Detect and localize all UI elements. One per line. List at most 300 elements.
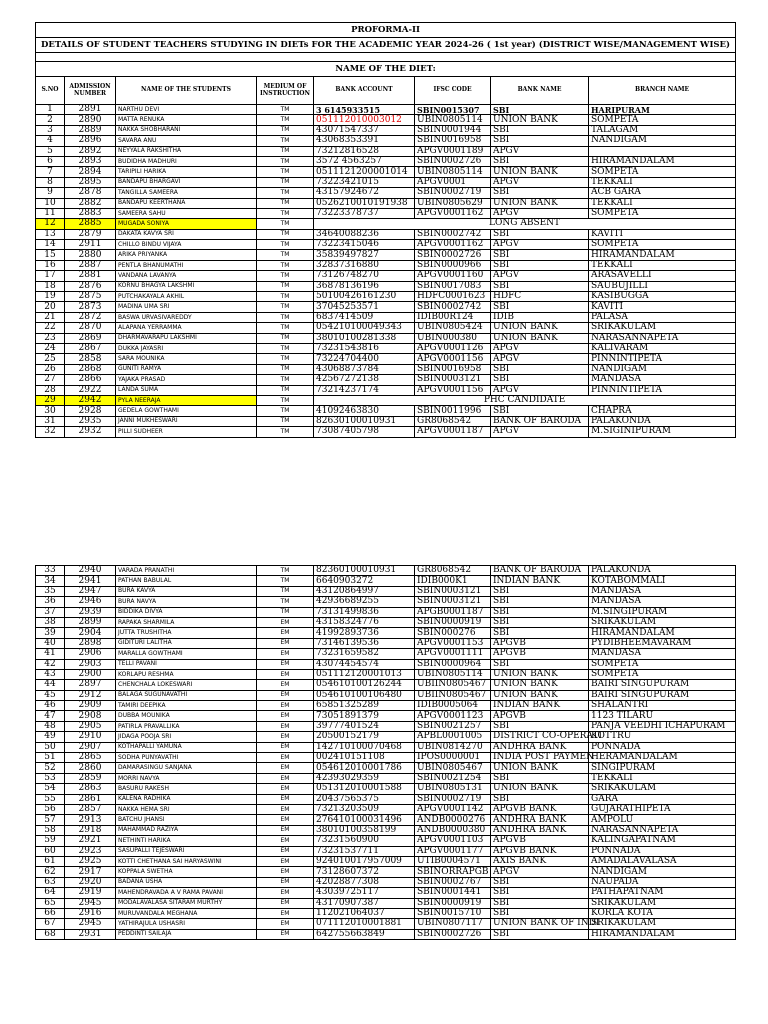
cell-bank: SBI: [491, 617, 589, 627]
cell-account: 43158324776: [314, 617, 415, 627]
cell-branch: NANDIGAM: [589, 364, 736, 374]
cell-sno: 29: [36, 395, 65, 405]
cell-bank: SBI: [491, 364, 589, 374]
table-row: [36, 784, 736, 794]
cell-sno: 52: [36, 763, 65, 773]
cell-admission: 2922: [65, 385, 116, 395]
cell-medium: EM: [257, 773, 314, 783]
cell-admission: 2857: [65, 804, 116, 814]
cell-sno: 22: [36, 323, 65, 333]
cell-ifsc: SBIN0015710: [415, 908, 491, 918]
cell-account: 73223415046: [314, 240, 415, 250]
cell-ifsc: APGV0001162: [415, 240, 491, 250]
cell-admission: 2891: [65, 105, 116, 115]
cell-student-name: KALENA RADHIKA: [116, 794, 257, 804]
table-row: [36, 115, 736, 125]
cell-branch: NANDIGAM: [589, 136, 736, 146]
cell-medium: TM: [257, 229, 314, 239]
cell-medium: TM: [257, 566, 314, 576]
cell-bank: APGV: [491, 343, 589, 353]
cell-medium: EM: [257, 929, 314, 939]
cell-student-name: KORNU BHAGYA LAKSHMI: [116, 281, 257, 291]
table-row: [36, 690, 736, 700]
cell-account: 73224704400: [314, 354, 415, 364]
cell-branch: CHAPRA: [589, 406, 736, 416]
cell-bank: SBI: [491, 721, 589, 731]
cell-branch: PALAKONDA: [589, 566, 736, 576]
cell-ifsc: APGV0001160: [415, 271, 491, 281]
cell-medium: TM: [257, 364, 314, 374]
cell-sno: 1: [36, 105, 65, 115]
cell-bank: APGV: [491, 427, 589, 437]
cell-admission: 2898: [65, 638, 116, 648]
cell-student-name: BIDDIKA DIVYA: [116, 607, 257, 617]
cell-sno: 32: [36, 427, 65, 437]
cell-medium: TM: [257, 136, 314, 146]
cell-ifsc: UBIN0805131: [415, 784, 491, 794]
cell-admission: 2921: [65, 836, 116, 846]
col-bank: BANK NAME: [491, 77, 589, 105]
cell-admission: 2889: [65, 125, 116, 135]
cell-sno: 58: [36, 825, 65, 835]
cell-branch: PONNADA: [589, 846, 736, 856]
cell-sno: 26: [36, 364, 65, 374]
cell-bank: SBI: [491, 794, 589, 804]
table-row: [36, 271, 736, 281]
cell-medium: EM: [257, 701, 314, 711]
cell-ifsc: APGV0001156: [415, 385, 491, 395]
cell-student-name: MAHENDRAVADA A V RAMA PAVANI: [116, 888, 257, 898]
cell-student-name: BATCHU JHANSI: [116, 815, 257, 825]
cell-sno: 9: [36, 188, 65, 198]
cell-account: 6640903272: [314, 576, 415, 586]
cell-medium: EM: [257, 742, 314, 752]
cell-ifsc: UBIN0805114: [415, 167, 491, 177]
cell-ifsc: APGV0001111: [415, 649, 491, 659]
cell-student-name: BURA NAVYA: [116, 597, 257, 607]
cell-sno: 18: [36, 281, 65, 291]
cell-medium: EM: [257, 825, 314, 835]
cell-account: 42567272138: [314, 375, 415, 385]
cell-bank: SBI: [491, 136, 589, 146]
table-row: [36, 416, 736, 426]
cell-admission: 2917: [65, 867, 116, 877]
cell-sno: 31: [36, 416, 65, 426]
cell-medium: TM: [257, 607, 314, 617]
cell-sno: 56: [36, 804, 65, 814]
cell-ifsc: GR8068542: [415, 416, 491, 426]
cell-medium: EM: [257, 898, 314, 908]
cell-sno: 20: [36, 302, 65, 312]
cell-student-name: PATIRLA PRAVALLIKA: [116, 721, 257, 731]
cell-sno: 42: [36, 659, 65, 669]
table-row: [36, 649, 736, 659]
cell-account: 142710100070468: [314, 742, 415, 752]
col-ifsc: IFSC CODE: [415, 77, 491, 105]
cell-sno: 2: [36, 115, 65, 125]
cell-student-name: BUDIDHA MADHURI: [116, 156, 257, 166]
cell-student-name: DAMARASINGU SANJANA: [116, 763, 257, 773]
cell-student-name: BANDAPU BHARGAVI: [116, 177, 257, 187]
cell-sno: 14: [36, 240, 65, 250]
cell-medium: EM: [257, 867, 314, 877]
cell-sno: 51: [36, 753, 65, 763]
cell-student-name: CHILLO BINDU VIJAYA: [116, 240, 257, 250]
cell-sno: 61: [36, 856, 65, 866]
cell-student-name: SAMEERA SAHU: [116, 208, 257, 218]
cell-medium: EM: [257, 638, 314, 648]
cell-admission: 2872: [65, 312, 116, 322]
cell-ifsc: SBIN0002767: [415, 877, 491, 887]
cell-bank: INDIAN BANK: [491, 576, 589, 586]
cell-medium: TM: [257, 115, 314, 125]
cell-admission: 2863: [65, 784, 116, 794]
cell-branch: NARASANNAPETA: [589, 333, 736, 343]
cell-bank: APGV: [491, 354, 589, 364]
cell-account: 20437565375: [314, 794, 415, 804]
cell-ifsc: APGV0001142: [415, 804, 491, 814]
cell-sno: 59: [36, 836, 65, 846]
cell-branch: [589, 146, 736, 156]
table-row: [36, 156, 736, 166]
cell-admission: 2903: [65, 659, 116, 669]
cell-student-name: BADANA USHA: [116, 877, 257, 887]
cell-ifsc: APGV0001126: [415, 343, 491, 353]
cell-sno: 47: [36, 711, 65, 721]
cell-bank: SBI: [491, 229, 589, 239]
cell-account: 73051891379: [314, 711, 415, 721]
cell-student-name: TAMIRI DEEPIKA: [116, 701, 257, 711]
cell-branch: SHALANTRI: [589, 701, 736, 711]
cell-student-name: YATHIRAJULA USHASRI: [116, 919, 257, 929]
cell-ifsc: UBIN0805467: [415, 763, 491, 773]
cell-bank: APGV: [491, 146, 589, 156]
cell-sno: 65: [36, 898, 65, 908]
cell-admission: 2875: [65, 292, 116, 302]
cell-bank: SBI: [491, 877, 589, 887]
cell-branch: TEKKALI: [589, 773, 736, 783]
cell-account: 34640088236: [314, 229, 415, 239]
cell-ifsc: APGV0001: [415, 177, 491, 187]
cell-student-name: VANDANA LAVANYA: [116, 271, 257, 281]
cell-bank: SBI: [491, 250, 589, 260]
table-row: [36, 794, 736, 804]
cell-admission: 2939: [65, 607, 116, 617]
cell-branch: HIRAMANDALAM: [589, 929, 736, 939]
cell-sno: 68: [36, 929, 65, 939]
cell-bank: APGV: [491, 208, 589, 218]
cell-bank: SBI: [491, 188, 589, 198]
cell-student-name: PYLA NEERAJA: [116, 395, 257, 405]
cell-bank: UNION BANK: [491, 333, 589, 343]
cell-bank: UNION BANK: [491, 115, 589, 125]
cell-bank: UNION BANK: [491, 669, 589, 679]
cell-medium: TM: [257, 427, 314, 437]
cell-admission: 2932: [65, 427, 116, 437]
cell-branch: KOTTRU: [589, 732, 736, 742]
cell-bank: SBI: [491, 773, 589, 783]
cell-ifsc: UBIIN0805467: [415, 690, 491, 700]
cell-ifsc: SBIN0003121: [415, 586, 491, 596]
cell-account: 43074454574: [314, 659, 415, 669]
cell-student-name: JUTTA TRUSHITHA: [116, 628, 257, 638]
cell-medium: TM: [257, 302, 314, 312]
cell-admission: 2859: [65, 773, 116, 783]
cell-student-name: PEDDINTI SAILAJA: [116, 929, 257, 939]
cell-account: 82630100010931: [314, 416, 415, 426]
table-row: [36, 292, 736, 302]
cell-ifsc: UBIN0805114: [415, 115, 491, 125]
cell-student-name: DHARMAVARAPU LAKSHMI: [116, 333, 257, 343]
cell-ifsc: APGV0001177: [415, 846, 491, 856]
cell-sno: 53: [36, 773, 65, 783]
cell-account: 20500152179: [314, 732, 415, 742]
table-row: [36, 617, 736, 627]
cell-student-name: JIDAGA POOJA SRI: [116, 732, 257, 742]
cell-sno: 38: [36, 617, 65, 627]
table-row: [36, 742, 736, 752]
table-row: [36, 701, 736, 711]
cell-account: 42393029359: [314, 773, 415, 783]
cell-branch: PYDIBHEEMAVARAM: [589, 638, 736, 648]
cell-admission: 2906: [65, 649, 116, 659]
cell-sno: 62: [36, 867, 65, 877]
table-row: [36, 146, 736, 156]
table-row: [36, 385, 736, 395]
cell-admission: 2916: [65, 908, 116, 918]
cell-admission: 2883: [65, 208, 116, 218]
table-row: [36, 815, 736, 825]
cell-bank: UNION BANK: [491, 763, 589, 773]
cell-branch: SINGIPURAM: [589, 763, 736, 773]
cell-admission: 2882: [65, 198, 116, 208]
cell-bank: APGV: [491, 240, 589, 250]
table-row: [36, 576, 736, 586]
cell-branch: TEKKALI: [589, 198, 736, 208]
cell-sno: 41: [36, 649, 65, 659]
blank-row: [36, 53, 736, 62]
cell-ifsc: SBIN0021254: [415, 773, 491, 783]
cell-student-name: RAPAKA SHARMILA: [116, 617, 257, 627]
cell-ifsc: APGV0001103: [415, 836, 491, 846]
cell-bank: ANDHRA BANK: [491, 742, 589, 752]
cell-account: 43071547337: [314, 125, 415, 135]
cell-student-name: GIDITURI LALITHA: [116, 638, 257, 648]
cell-medium: EM: [257, 888, 314, 898]
cell-bank: APGVB: [491, 711, 589, 721]
cell-account: 054612010001786: [314, 763, 415, 773]
cell-admission: 2900: [65, 669, 116, 679]
cell-branch: AMADALAVALASA: [589, 856, 736, 866]
cell-admission: 2907: [65, 742, 116, 752]
cell-account: 73126748270: [314, 271, 415, 281]
cell-ifsc: APGV0001162: [415, 208, 491, 218]
cell-student-name: PATHAN BABULAL: [116, 576, 257, 586]
cell-ifsc: IDIB00R124: [415, 312, 491, 322]
cell-admission: 2940: [65, 566, 116, 576]
cell-student-name: NAKKA HEMA SRI: [116, 804, 257, 814]
cell-medium: TM: [257, 406, 314, 416]
cell-account: 36878136196: [314, 281, 415, 291]
cell-student-name: PENTLA BHANUMATHI: [116, 260, 257, 270]
cell-branch: AMPOLU: [589, 815, 736, 825]
table-row: [36, 188, 736, 198]
cell-admission: 2880: [65, 250, 116, 260]
cell-bank: APGVB BANK: [491, 846, 589, 856]
cell-ifsc: SBIN0003121: [415, 375, 491, 385]
table-row: [36, 260, 736, 270]
cell-student-name: JANNI MUKHESWARI: [116, 416, 257, 426]
cell-admission: 2867: [65, 343, 116, 353]
cell-admission: 2878: [65, 188, 116, 198]
cell-branch: KASIBUGGA: [589, 292, 736, 302]
cell-branch: TALAGAM: [589, 125, 736, 135]
cell-bank: SBI: [491, 375, 589, 385]
cell-admission: 2892: [65, 146, 116, 156]
cell-admission: 2895: [65, 177, 116, 187]
cell-medium: EM: [257, 804, 314, 814]
cell-admission: 2928: [65, 406, 116, 416]
cell-bank: SBI: [491, 281, 589, 291]
cell-admission: 2887: [65, 260, 116, 270]
cell-medium: TM: [257, 281, 314, 291]
cell-sno: 23: [36, 333, 65, 343]
cell-student-name: PILLI SUDHEER: [116, 427, 257, 437]
cell-student-name: GEDELA GOWTHAMI: [116, 406, 257, 416]
cell-ifsc: SBIN0017083: [415, 281, 491, 291]
cell-sno: 40: [36, 638, 65, 648]
cell-bank: SBI: [491, 586, 589, 596]
table-row: [36, 125, 736, 135]
cell-branch: SRIKAKULAM: [589, 617, 736, 627]
cell-account: 112021064037: [314, 908, 415, 918]
table-row: [36, 566, 736, 576]
table-row: [36, 177, 736, 187]
cell-branch: PINNINTIPETA: [589, 354, 736, 364]
cell-bank: IDIB: [491, 312, 589, 322]
cell-medium: TM: [257, 586, 314, 596]
table-row: [36, 198, 736, 208]
cell-student-name: DAKATA KAVYA SRI: [116, 229, 257, 239]
cell-admission: 2919: [65, 888, 116, 898]
cell-student-name: MAHAMMAD RAZIYA: [116, 825, 257, 835]
cell-ifsc: SBIN0000964: [415, 659, 491, 669]
cell-ifsc: GR8068542: [415, 566, 491, 576]
cell-account: 051312010001588: [314, 784, 415, 794]
cell-student-name: DUBBA MOUNIKA: [116, 711, 257, 721]
cell-bank: SBI: [491, 607, 589, 617]
table-row: [36, 343, 736, 353]
table-row: [36, 669, 736, 679]
cell-medium: TM: [257, 395, 314, 405]
cell-branch: 1123 TILARU: [589, 711, 736, 721]
cell-account: 82360100010931: [314, 566, 415, 576]
cell-student-name: NEYYALA RAKSHITHA: [116, 146, 257, 156]
cell-student-name: PUTCHAKAYALA AKHIL: [116, 292, 257, 302]
table-row: [36, 354, 736, 364]
cell-account: 276410100031496: [314, 815, 415, 825]
cell-medium: TM: [257, 219, 314, 229]
col-account: BANK ACCOUNT: [314, 77, 415, 105]
cell-branch: PALAKONDA: [589, 416, 736, 426]
cell-student-name: TANGILLA SAMEERA: [116, 188, 257, 198]
cell-branch: M.SIGINIPURAM: [589, 427, 736, 437]
table-row: [36, 281, 736, 291]
table-row: [36, 312, 736, 322]
cell-admission: 2894: [65, 167, 116, 177]
table-row: [36, 628, 736, 638]
cell-admission: 2918: [65, 825, 116, 835]
table-row: [36, 680, 736, 690]
cell-sno: 67: [36, 919, 65, 929]
cell-branch: HIRAMANDALAM: [589, 250, 736, 260]
cell-sno: 16: [36, 260, 65, 270]
cell-branch: SAUBUJILLI: [589, 281, 736, 291]
cell-medium: EM: [257, 649, 314, 659]
cell-ifsc: IDIB0005064: [415, 701, 491, 711]
cell-account: 73128607372: [314, 867, 415, 877]
cell-bank: APGV: [491, 385, 589, 395]
cell-student-name: MADINA UMA SRI: [116, 302, 257, 312]
cell-account: 50100426161230: [314, 292, 415, 302]
cell-account: 6837414509: [314, 312, 415, 322]
cell-admission: 2868: [65, 364, 116, 374]
cell-student-name: KOPPALA SWETHA: [116, 867, 257, 877]
cell-bank: SBI: [491, 406, 589, 416]
cell-account: 0526210010191938: [314, 198, 415, 208]
cell-account: 002410151108: [314, 753, 415, 763]
cell-admission: 2897: [65, 680, 116, 690]
cell-ifsc: UBIN0807117: [415, 919, 491, 929]
cell-ifsc: ANDB0000276: [415, 815, 491, 825]
cell-medium: EM: [257, 669, 314, 679]
cell-medium: EM: [257, 617, 314, 627]
cell-medium: EM: [257, 815, 314, 825]
cell-account: 054610100106480: [314, 690, 415, 700]
cell-sno: 25: [36, 354, 65, 364]
cell-admission: 2945: [65, 919, 116, 929]
cell-branch: PATHAPATNAM: [589, 888, 736, 898]
cell-ifsc: UBIN000380: [415, 333, 491, 343]
cell-student-name: ARIKA PRIYANKA: [116, 250, 257, 260]
cell-admission: 2866: [65, 375, 116, 385]
cell-admission: 2879: [65, 229, 116, 239]
cell-medium: TM: [257, 271, 314, 281]
cell-medium: TM: [257, 240, 314, 250]
cell-admission: 2935: [65, 416, 116, 426]
cell-medium: TM: [257, 188, 314, 198]
cell-ifsc: SBIN0001944: [415, 125, 491, 135]
cell-ifsc: SBIN0000919: [415, 617, 491, 627]
cell-medium: TM: [257, 354, 314, 364]
cell-ifsc: UTIB0004571: [415, 856, 491, 866]
cell-sno: 50: [36, 742, 65, 752]
cell-medium: TM: [257, 146, 314, 156]
cell-bank: UNION BANK: [491, 167, 589, 177]
table-row: [36, 659, 736, 669]
cell-branch: BAIRI SINGUPURAM: [589, 680, 736, 690]
cell-branch: SOMPETA: [589, 669, 736, 679]
cell-ifsc: SBIN0016958: [415, 136, 491, 146]
cell-medium: EM: [257, 877, 314, 887]
document-title: DETAILS OF STUDENT TEACHERS STUDYING IN DIETs FOR THE ACADEMIC YEAR 2024-26 ( 1st year) (DISTRICT WISE/MANAGEMENT WISE): [36, 38, 736, 53]
table-row: [36, 721, 736, 731]
cell-account: 73223421015: [314, 177, 415, 187]
cell-student-name: BALAGA SUGUNAVATHI: [116, 690, 257, 700]
table-row: [36, 333, 736, 343]
cell-sno: 17: [36, 271, 65, 281]
cell-bank: UNION BANK: [491, 323, 589, 333]
